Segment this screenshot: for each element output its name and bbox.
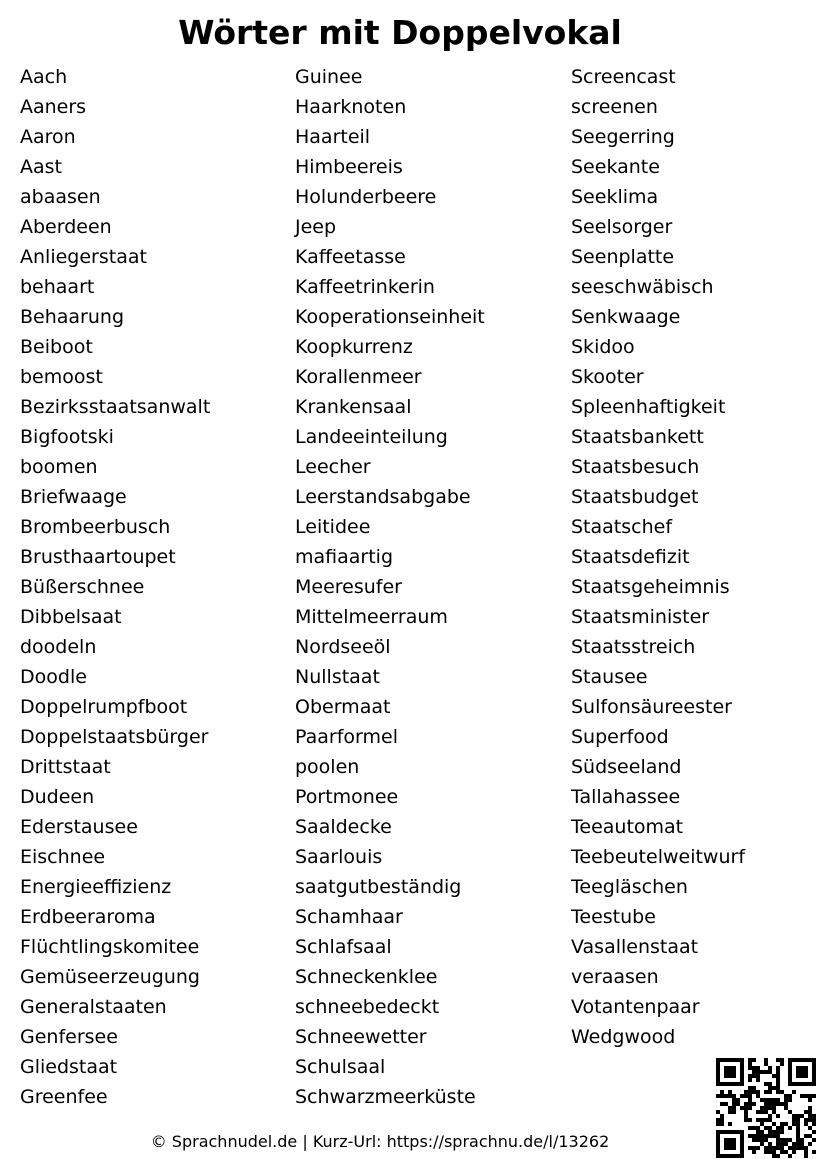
- word-item: Obermaat: [295, 696, 391, 718]
- word-column-1: [20, 62, 210, 1112]
- word-item: Aaron: [20, 126, 76, 148]
- word-item: Staatsgeheimnis: [571, 576, 730, 598]
- word-item: Saarlouis: [295, 846, 383, 868]
- word-item: Leitidee: [295, 516, 371, 538]
- word-item: Anliegerstaat: [20, 246, 147, 268]
- word-item: Kooperationseinheit: [295, 306, 485, 328]
- word-item: seeschwäbisch: [571, 276, 714, 298]
- word-item: bemoost: [20, 366, 103, 388]
- word-item: Schulsaal: [295, 1056, 386, 1078]
- word-item: Eischnee: [20, 846, 106, 868]
- word-item: Superfood: [571, 726, 669, 748]
- word-item: Holunderbeere: [295, 186, 437, 208]
- word-item: Tallahassee: [571, 786, 681, 808]
- word-item: Teegläschen: [571, 876, 688, 898]
- word-item: Seegerring: [571, 126, 675, 148]
- word-item: Drittstaat: [20, 756, 111, 778]
- word-item: Energieeffizienz: [20, 876, 172, 898]
- word-item: Staatsdefizit: [571, 546, 690, 568]
- word-item: Staatschef: [571, 516, 673, 538]
- word-item: Ederstausee: [20, 816, 138, 838]
- word-item: mafiaartig: [295, 546, 394, 568]
- word-item: Votantenpaar: [571, 996, 700, 1018]
- word-item: Briefwaage: [20, 486, 127, 508]
- word-item: Kaffeetasse: [295, 246, 406, 268]
- word-item: boomen: [20, 456, 98, 478]
- word-item: Generalstaaten: [20, 996, 167, 1018]
- word-item: Schneckenklee: [295, 966, 438, 988]
- word-item: Gemüseerzeugung: [20, 966, 200, 988]
- word-item: Landeeinteilung: [295, 426, 448, 448]
- word-item: Seenplatte: [571, 246, 675, 268]
- word-item: Meeresufer: [295, 576, 402, 598]
- word-item: poolen: [295, 756, 360, 778]
- word-item: Genfersee: [20, 1026, 118, 1048]
- word-item: Wedgwood: [571, 1026, 676, 1048]
- word-item: Seelsorger: [571, 216, 673, 238]
- word-item: Dibbelsaat: [20, 606, 122, 628]
- word-column-2: [295, 62, 485, 1112]
- word-item: behaart: [20, 276, 95, 298]
- word-item: Haarteil: [295, 126, 371, 148]
- word-item: Dudeen: [20, 786, 95, 808]
- word-item: Staatsbankett: [571, 426, 704, 448]
- word-item: Seeklima: [571, 186, 659, 208]
- word-item: Jeep: [295, 216, 337, 238]
- word-item: Staatsstreich: [571, 636, 696, 658]
- word-item: Korallenmeer: [295, 366, 422, 388]
- word-item: Erdbeeraroma: [20, 906, 156, 928]
- word-item: schneebedeckt: [295, 996, 440, 1018]
- word-item: Vasallenstaat: [571, 936, 699, 958]
- word-item: Staatsbudget: [571, 486, 699, 508]
- word-item: Südseeland: [571, 756, 682, 778]
- word-item: saatgutbeständig: [295, 876, 462, 898]
- word-item: screenen: [571, 96, 658, 118]
- word-column-3: [571, 62, 745, 1052]
- word-item: Nordseeöl: [295, 636, 391, 658]
- word-item: Nullstaat: [295, 666, 380, 688]
- word-item: Paarformel: [295, 726, 398, 748]
- word-item: Doppelrumpfboot: [20, 696, 188, 718]
- word-item: Doppelstaatsbürger: [20, 726, 209, 748]
- word-item: Büßerschnee: [20, 576, 145, 598]
- word-item: veraasen: [571, 966, 659, 988]
- word-item: Kaffeetrinkerin: [295, 276, 435, 298]
- word-item: Beiboot: [20, 336, 93, 358]
- word-item: Bigfootski: [20, 426, 114, 448]
- word-item: Haarknoten: [295, 96, 407, 118]
- word-item: Himbeereis: [295, 156, 403, 178]
- word-item: doodeln: [20, 636, 97, 658]
- qr-code-icon[interactable]: [716, 1058, 816, 1158]
- word-item: Saaldecke: [295, 816, 392, 838]
- word-item: Teebeutelweitwurf: [571, 846, 746, 868]
- word-item: Aaners: [20, 96, 87, 118]
- word-item: Leerstandsabgabe: [295, 486, 471, 508]
- word-item: Mittelmeerraum: [295, 606, 448, 628]
- word-item: Sulfonsäureester: [571, 696, 732, 718]
- page-title: Wörter mit Doppelvokal: [178, 13, 622, 52]
- word-item: Screencast: [571, 66, 676, 88]
- word-item: Skooter: [571, 366, 644, 388]
- word-item: Schneewetter: [295, 1026, 427, 1048]
- word-item: Leecher: [295, 456, 371, 478]
- word-item: Aach: [20, 66, 68, 88]
- word-item: Greenfee: [20, 1086, 108, 1108]
- word-item: Brusthaartoupet: [20, 546, 176, 568]
- word-item: Brombeerbusch: [20, 516, 171, 538]
- word-item: Teeautomat: [571, 816, 684, 838]
- word-item: Behaarung: [20, 306, 125, 328]
- word-item: Teestube: [571, 906, 656, 928]
- word-item: Schwarzmeerküste: [295, 1086, 476, 1108]
- word-item: Bezirksstaatsanwalt: [20, 396, 211, 418]
- word-item: Staatsbesuch: [571, 456, 700, 478]
- word-item: Doodle: [20, 666, 87, 688]
- word-item: Seekante: [571, 156, 660, 178]
- word-item: Guinee: [295, 66, 363, 88]
- word-item: Koopkurrenz: [295, 336, 413, 358]
- word-item: Aast: [20, 156, 62, 178]
- word-item: Senkwaage: [571, 306, 681, 328]
- word-item: abaasen: [20, 186, 101, 208]
- word-item: Schlafsaal: [295, 936, 392, 958]
- word-item: Staatsminister: [571, 606, 710, 628]
- word-item: Gliedstaat: [20, 1056, 118, 1078]
- word-item: Skidoo: [571, 336, 635, 358]
- word-item: Stausee: [571, 666, 648, 688]
- footer-credit: © Sprachnudel.de | Kurz-Url: https://sprachnu.de/l/13262: [150, 1132, 610, 1151]
- word-item: Schamhaar: [295, 906, 403, 928]
- word-item: Krankensaal: [295, 396, 412, 418]
- word-item: Portmonee: [295, 786, 399, 808]
- word-item: Spleenhaftigkeit: [571, 396, 726, 418]
- word-item: Flüchtlingskomitee: [20, 936, 200, 958]
- word-item: Aberdeen: [20, 216, 112, 238]
